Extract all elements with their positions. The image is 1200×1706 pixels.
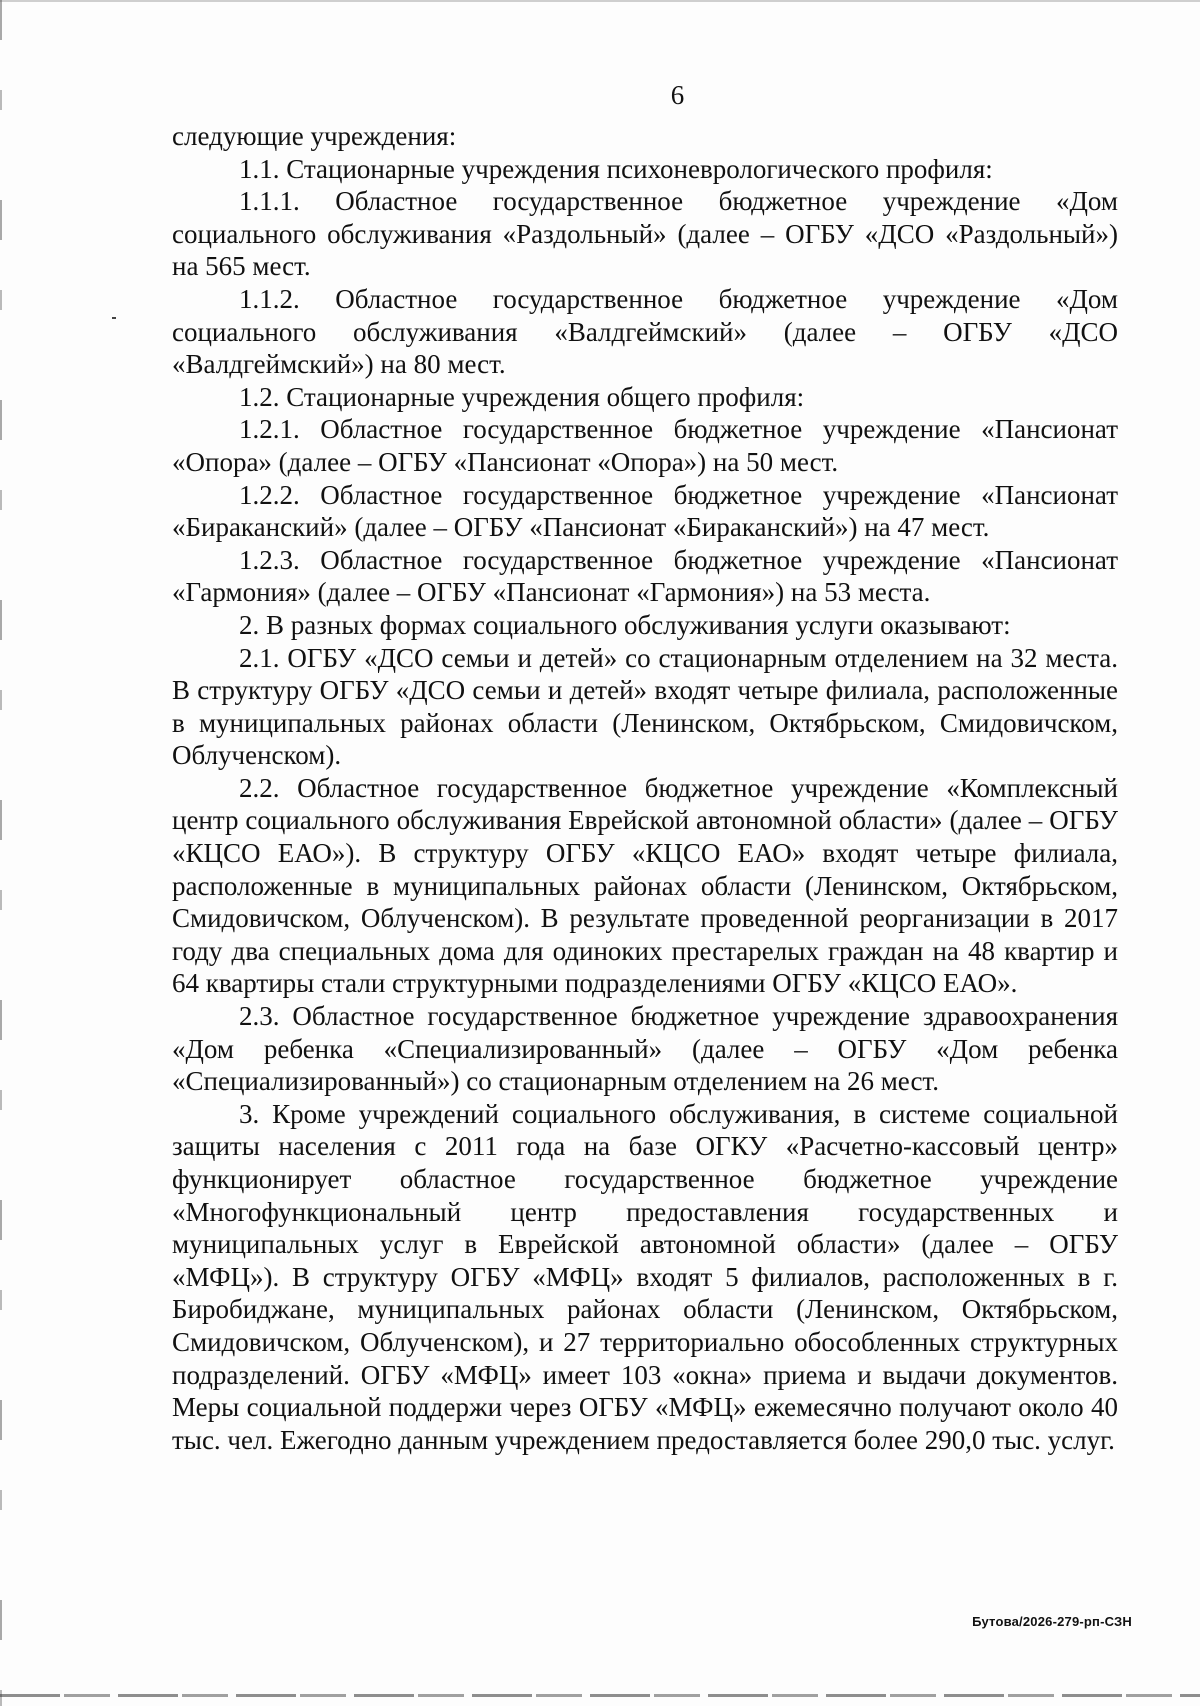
paragraph-2: 2. В разных формах социального обслуживания услуги оказывают: <box>239 609 1011 640</box>
document-registration-code: Бутова/2026-279-рп-СЗН <box>972 1614 1132 1629</box>
page-number: 6 <box>670 80 685 110</box>
paragraph-1-2-3: 1.2.3. Областное государственное бюджетное учреждение «Пансионат «Гармония» (далее – ОГБУ «Пансионат «Гармония») на 53 места. <box>172 544 1118 608</box>
paragraph-3: 3. Кроме учреждений социального обслуживания, в системе социальной защиты населения с 2011 года на базе ОГКУ «Расчетно-кассовый центр» функционирует областное государственное бюджетное учреждение «Многофункциональный центр предоставления государственных и муниципальных услуг в Еврейской автономной области» (далее – ОГБУ «МФЦ»). В структуру ОГБУ «МФЦ» входят 5 филиалов, расположенных в г. Биробиджане, муниципальных районах области (Ленинском, Октябрьском, Смидовичском, Облученском), и 27 территориально обособленных структурных подразделений. ОГБУ «МФЦ» имеет 103 «окна» приема и выдачи документов. Меры социальной поддержи через ОГБУ «МФЦ» ежемесячно получают около 40 тыс. чел. Ежегодно данным учреждением предоставляется более 290,0 тыс. услуг. <box>172 1098 1118 1455</box>
paragraph-2-3: 2.3. Областное государственное бюджетное учреждение здравоохранения «Дом ребенка «Специализированный» (далее – ОГБУ «Дом ребенка «Специализированный») со стационарным отделением на 26 мест. <box>172 1001 1118 1097</box>
scan-artifact-dot <box>112 317 116 319</box>
scan-artifact-bottom <box>0 1694 1200 1697</box>
paragraph-1-1-1: 1.1.1. Областное государственное бюджетное учреждение «Дом социального обслуживания «Раздольный» (далее – ОГБУ «ДСО «Раздольный») на 565 мест. <box>172 186 1118 282</box>
paragraph-1-2-1: 1.2.1. Областное государственное бюджетное учреждение «Пансионат «Опора» (далее – ОГБУ «Пансионат «Опора») на 50 мест. <box>172 414 1118 477</box>
paragraph-1-2-2: 1.2.2. Областное государственное бюджетное учреждение «Пансионат «Бираканский» (далее – ОГБУ «Пансионат «Бираканский») на 47 мест. <box>172 479 1118 543</box>
paragraph-intro: следующие учреждения: <box>172 121 457 151</box>
paragraph-2-1: 2.1. ОГБУ «ДСО семьи и детей» со стационарным отделением на 32 места. В структуру ОГБУ «ДСО семьи и детей» входят четыре филиала, расположенные в муниципальных районах области (Ленинском, Октябрьском, Смидовичском, Облученском). <box>172 642 1118 771</box>
scan-artifact-left-edge <box>0 0 2 1706</box>
paragraph-1-1: 1.1. Стационарные учреждения психоневрологического профиля: <box>239 153 993 184</box>
paragraph-2-2: 2.2. Областное государственное бюджетное учреждение «Комплексный центр социального обслуживания Еврейской автономной области» (далее – ОГБУ «КЦСО ЕАО»). В структуру ОГБУ «КЦСО ЕАО» входят четыре филиала, расположенные в муниципальных районах области (Ленинском, Октябрьском, Смидовичском, Облученском). В результате проведенной реорганизации в 2017 году два специальных дома для одиноких престарелых граждан на 48 квартир и 64 квартиры стали структурными подразделениями ОГБУ «КЦСО ЕАО». <box>172 772 1118 999</box>
paragraph-1-2: 1.2. Стационарные учреждения общего профиля: <box>239 381 805 412</box>
paragraph-1-1-2: 1.1.2. Областное государственное бюджетное учреждение «Дом социального обслуживания «Валдгеймский» (далее – ОГБУ «ДСО «Валдгеймский») на 80 мест. <box>172 283 1118 380</box>
scan-artifact-top <box>0 0 1200 2</box>
document-body <box>172 120 1118 1456</box>
